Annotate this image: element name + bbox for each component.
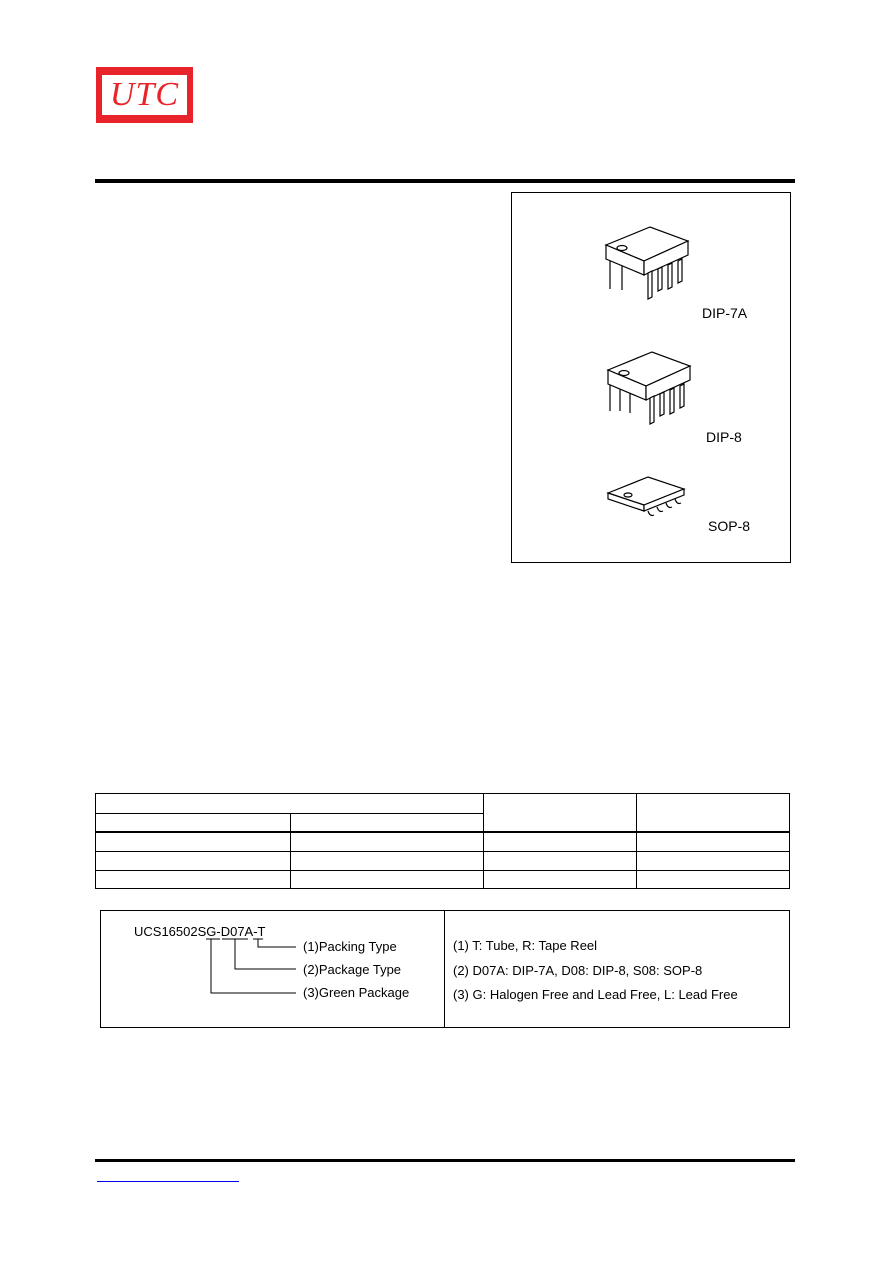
package-illustration-box xyxy=(511,192,791,563)
header-rule xyxy=(95,179,795,183)
dip-8-package-icon xyxy=(602,348,702,433)
note-package-type: (2) D07A: DIP-7A, D08: DIP-8, S08: SOP-8 xyxy=(453,963,703,978)
note-packing-type: (1) T: Tube, R: Tape Reel xyxy=(453,938,598,953)
callout-green-package: (3)Green Package xyxy=(303,985,410,1000)
dip-7a-package-icon xyxy=(600,223,700,308)
footer-link-underline xyxy=(97,1181,239,1182)
sop-8-label: SOP-8 xyxy=(708,518,751,534)
part-number: UCS16502SG-D07A-T xyxy=(134,924,266,939)
part-number-decoder-box xyxy=(100,910,790,1028)
dip-8-label: DIP-8 xyxy=(706,429,742,445)
sop-8-package-icon xyxy=(602,471,692,526)
note-green-package: (3) G: Halogen Free and Lead Free, L: Lead Free xyxy=(453,987,738,1002)
footer-website-link[interactable] xyxy=(97,1162,239,1182)
callout-packing-type: (1)Packing Type xyxy=(303,939,397,954)
callout-package-type: (2)Package Type xyxy=(303,962,402,977)
ordering-table xyxy=(95,793,790,889)
utc-logo xyxy=(96,67,193,123)
logo-text: UTC xyxy=(109,76,180,113)
dip-7a-label: DIP-7A xyxy=(702,305,748,321)
